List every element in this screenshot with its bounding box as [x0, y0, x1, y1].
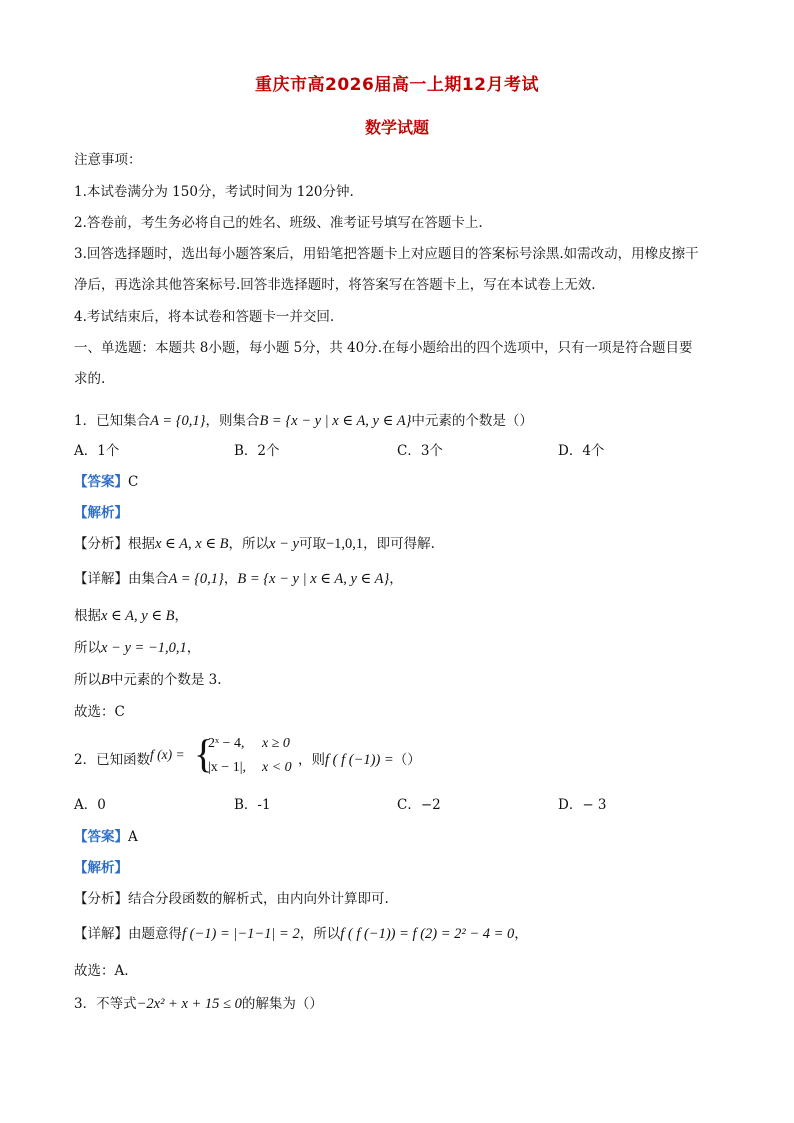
q1-prefix: 1．已知集合 [74, 413, 151, 429]
q2-choice: 故选：A. [74, 963, 129, 979]
q1-step-math: B [101, 672, 110, 688]
q2-option-d: D．− 3 [558, 797, 607, 813]
q3-prefix: 3．不等式 [74, 996, 137, 1012]
q2-function: f (x) = [150, 747, 185, 762]
question-3 [74, 994, 323, 1014]
q1-step-3 [74, 638, 200, 658]
note-3-line-2: 净后，再选涂其他答案标号.回答非选择题时，将答案写在答题卡上，写在本试卷上无效. [74, 277, 596, 293]
q1-answer-value: C [128, 474, 139, 490]
q2-suffix: （） [393, 752, 421, 768]
q2-case-2-cond: x < 0 [262, 760, 292, 775]
q1-suffix: 中元素的个数是（） [411, 413, 533, 429]
q2-fenxi-text: 结合分段函数的解析式，由内向外计算即可. [128, 891, 389, 907]
q1-fenxi-text: ，即可得解. [363, 536, 435, 552]
q1-option-d: D．4个 [558, 443, 605, 459]
q2-detail [74, 924, 528, 944]
q1-fenxi-text: ，所以 [228, 536, 270, 552]
exam-subtitle: 数学试题 [364, 118, 429, 137]
q1-detail-text: 由集合 [128, 571, 169, 587]
notes-heading: 注意事项： [74, 152, 142, 168]
q2-ask: f ( f (−1)) = [325, 752, 394, 768]
q2-option-c: C．−2 [397, 797, 441, 813]
q1-set-a: A = {0,1} [150, 413, 206, 429]
q2-text [298, 748, 421, 769]
q1-fenxi-text: 根据 [128, 536, 155, 552]
fenxi-tag: 【分析】 [74, 891, 128, 907]
q1-fenxi-math-2: x − y [269, 536, 299, 552]
q1-step-2 [74, 606, 188, 626]
analysis-tag: 【解析】 [74, 860, 128, 876]
q1-answer [74, 472, 138, 492]
q1-step-text: ， [174, 608, 189, 624]
q1-fenxi [74, 534, 435, 554]
q1-fenxi-text: 可取 [298, 536, 326, 552]
q1-mid: ，则集合 [205, 413, 260, 429]
q1-set-b: B = {x − y | x ∈ A, y ∈ A} [259, 413, 412, 429]
q2-prefix: 2．已知函数 [74, 752, 151, 768]
q2-detail-math-2: f ( f (−1)) = f (2) = 2² − 4 = 0 [340, 926, 515, 942]
q1-fenxi-math-3: −1,0,1 [325, 536, 364, 552]
q2-case-2-expr: |x − 1|, [208, 760, 247, 775]
q3-inequality: −2x² + x + 15 ≤ 0 [136, 996, 242, 1012]
q1-detail-text: ， [223, 571, 238, 587]
note-1: 1.本试卷满分为 150分，考试时间为 120分钟. [74, 184, 354, 200]
q2-option-b: B．-1 [234, 797, 271, 813]
q2-analysis [74, 858, 128, 878]
q3-suffix: 的解集为（） [241, 996, 323, 1012]
q1-detail [74, 569, 403, 589]
section-1-instructions-cont: 求的. [74, 371, 106, 387]
q1-step-text: 所以 [74, 672, 101, 688]
answer-tag: 【答案】 [74, 474, 128, 490]
q1-step-math: x − y = −1,0,1 [101, 640, 187, 656]
note-2: 2.答卷前，考生务必将自己的姓名、班级、准考证号填写在答题卡上. [74, 215, 483, 231]
q1-step-math: x ∈ A, y ∈ B [101, 608, 175, 624]
q2-detail-text: ，所以 [299, 926, 341, 942]
q1-analysis [74, 503, 128, 523]
q1-fenxi-math-1: x ∈ A, x ∈ B [155, 536, 229, 552]
q2-detail-text: 由题意得 [128, 926, 182, 942]
detail-tag: 【详解】 [74, 926, 128, 942]
q1-step-text: 根据 [74, 608, 101, 624]
answer-tag: 【答案】 [74, 829, 128, 845]
q1-detail-math-1: A = {0,1} [168, 571, 224, 587]
q1-step-text: 所以 [74, 640, 101, 656]
q1-option-a: A．1个 [74, 443, 120, 459]
q2-detail-math-1: f (−1) = |−1−1| = 2 [182, 926, 300, 942]
q1-option-c: C．3个 [397, 443, 443, 459]
q2-option-a: A．0 [74, 797, 106, 813]
q1-step-text: 中元素的个数是 3. [109, 672, 222, 688]
q2-brace: { [194, 731, 214, 776]
q2-fenxi [74, 889, 389, 909]
fenxi-tag: 【分析】 [74, 536, 128, 552]
note-3-line-1: 3.回答选择题时，选出每小题答案后，用铅笔把答题卡上对应题目的答案标号涂黑.如需改动，用橡皮擦干 [74, 246, 699, 262]
q2-mid: ，则 [298, 752, 325, 768]
q1-option-b: B．2个 [234, 443, 280, 459]
q1-detail-text: ， [389, 571, 403, 587]
q2-detail-text: ， [514, 926, 528, 942]
q1-choice: 故选：C [74, 704, 125, 720]
q1-step-4 [74, 670, 222, 690]
analysis-tag: 【解析】 [74, 505, 128, 521]
section-1-instructions: 一、单选题：本题共 8小题，每小题 5分，共 40分.在每小题给出的四个选项中，只有一项是符合题目要 [74, 340, 693, 356]
question-1 [74, 411, 533, 431]
q2-answer-value: A [128, 829, 138, 845]
q2-case-1-expr: 2ˣ − 4, [208, 736, 245, 751]
detail-tag: 【详解】 [74, 571, 128, 587]
exam-title: 重庆市高2026届高一上期12月考试 [255, 75, 539, 95]
q1-step-text: ， [186, 640, 201, 656]
q2-case-1-cond: x ≥ 0 [262, 736, 290, 751]
q1-detail-math-2: B = {x − y | x ∈ A, y ∈ A} [237, 571, 390, 587]
note-4: 4.考试结束后，将本试卷和答题卡一并交回. [74, 309, 335, 325]
q2-answer [74, 827, 138, 847]
